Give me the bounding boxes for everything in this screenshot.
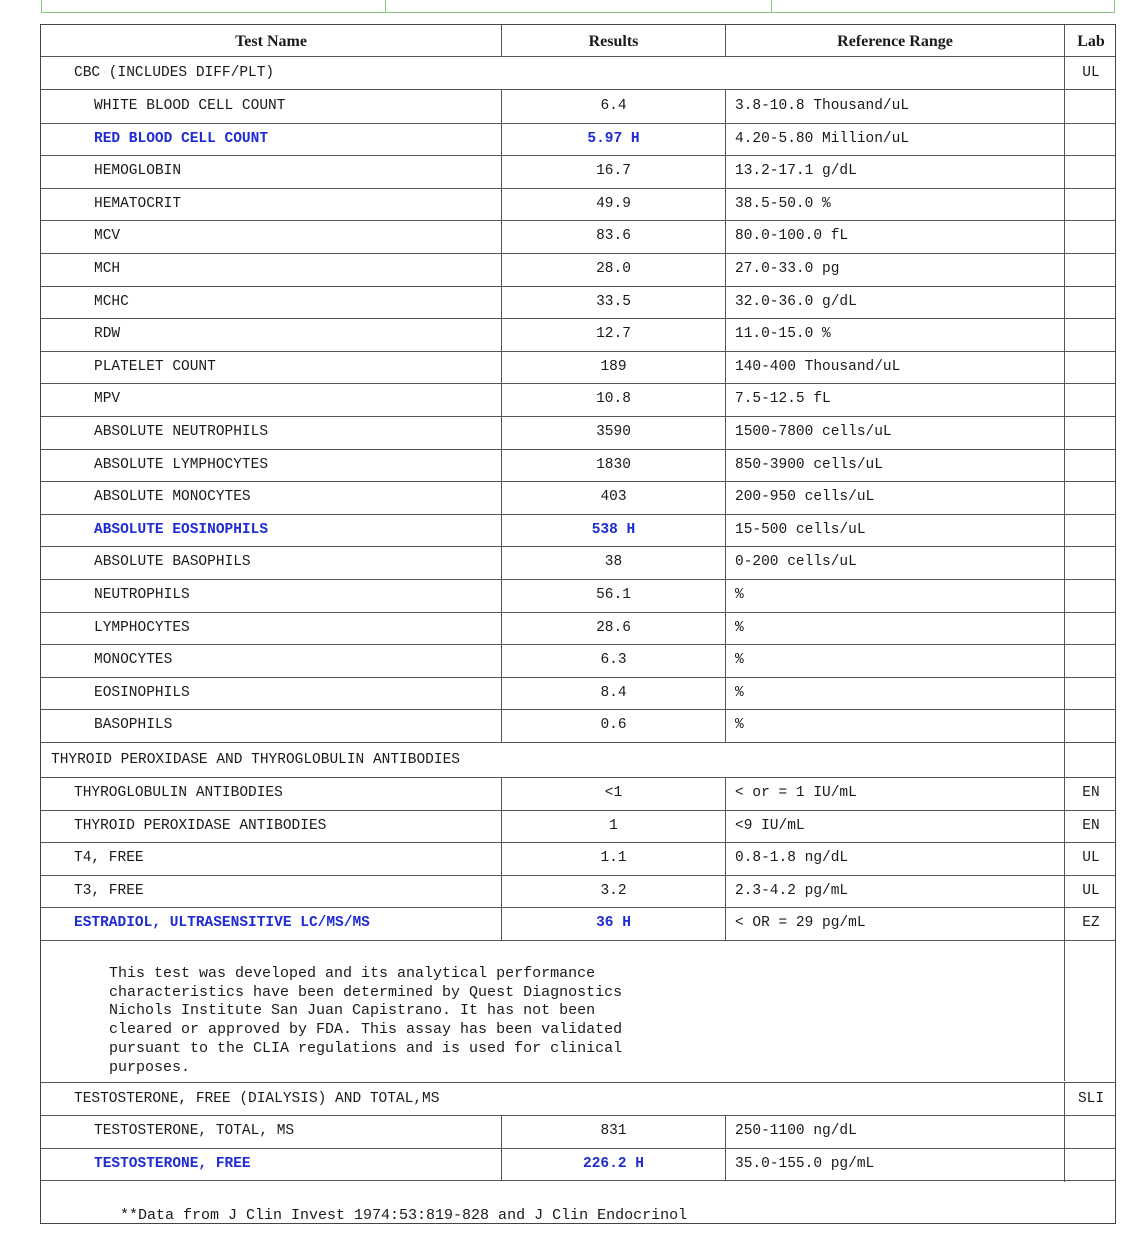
reference-range: % bbox=[735, 619, 744, 636]
test-result: 5.97 H bbox=[587, 130, 640, 147]
reference-range: 850-3900 cells/uL bbox=[735, 456, 883, 473]
test-name: THYROID PEROXIDASE ANTIBODIES bbox=[74, 817, 327, 834]
grid-line bbox=[41, 742, 1115, 743]
test-name: T3, FREE bbox=[74, 882, 144, 899]
reference-range: 80.0-100.0 fL bbox=[735, 228, 849, 245]
reference-range: 140-400 Thousand/uL bbox=[735, 358, 901, 375]
test-name: ABSOLUTE BASOPHILS bbox=[94, 554, 251, 571]
reference-range: 27.0-33.0 pg bbox=[735, 261, 840, 277]
grid-line bbox=[725, 25, 726, 56]
panel-lab-cbc: UL bbox=[1082, 65, 1100, 81]
test-result: 6.3 bbox=[600, 652, 627, 669]
test-name: RED BLOOD CELL COUNT bbox=[94, 130, 269, 147]
grid-line bbox=[41, 123, 1115, 124]
test-name: MCV bbox=[94, 228, 121, 245]
header-test-name: Test Name bbox=[235, 33, 307, 50]
grid-line bbox=[41, 842, 1115, 843]
test-result: 38 bbox=[604, 554, 623, 571]
grid-line bbox=[41, 351, 1115, 352]
test-result: 226.2 H bbox=[583, 1155, 644, 1172]
test-name: ABSOLUTE LYMPHOCYTES bbox=[94, 456, 269, 473]
test-name: HEMOGLOBIN bbox=[94, 163, 182, 180]
reference-range: < or = 1 IU/mL bbox=[735, 785, 857, 801]
grid-line bbox=[41, 579, 1115, 580]
test-result: 0.6 bbox=[600, 717, 627, 734]
test-result: 3590 bbox=[596, 424, 631, 440]
test-name: WHITE BLOOD CELL COUNT bbox=[94, 98, 286, 114]
reference-range: % bbox=[735, 587, 744, 603]
lab-code: UL bbox=[1082, 882, 1100, 899]
test-result: 403 bbox=[600, 489, 627, 506]
test-result: 12.7 bbox=[596, 326, 631, 343]
test-result: 10.8 bbox=[596, 391, 631, 408]
grid-line bbox=[41, 1115, 1115, 1116]
test-result: 28.0 bbox=[596, 261, 631, 277]
test-result: 189 bbox=[600, 358, 627, 375]
grid-line bbox=[41, 709, 1115, 710]
grid-line bbox=[1064, 25, 1065, 1081]
reference-range: % bbox=[735, 684, 744, 701]
test-name: T4, FREE bbox=[74, 850, 144, 867]
grid-line bbox=[501, 1115, 502, 1180]
grid-line bbox=[41, 907, 1115, 908]
grid-line bbox=[41, 318, 1115, 319]
test-result: 3.2 bbox=[600, 882, 627, 899]
test-name: ESTRADIOL, ULTRASENSITIVE LC/MS/MS bbox=[74, 915, 370, 932]
test-result: 33.5 bbox=[596, 293, 631, 310]
test-result: 1 bbox=[609, 817, 618, 834]
test-result: 1830 bbox=[596, 456, 631, 473]
test-result: 56.1 bbox=[596, 587, 631, 603]
lab-results-table bbox=[40, 24, 1116, 1224]
reference-range: 7.5-12.5 fL bbox=[735, 391, 831, 408]
grid-line bbox=[725, 777, 726, 940]
grid-line bbox=[41, 89, 1115, 90]
panel-title-testosterone: TESTOSTERONE, FREE (DIALYSIS) AND TOTAL,MS bbox=[74, 1091, 440, 1107]
grid-line bbox=[41, 481, 1115, 482]
test-name: MPV bbox=[94, 391, 121, 408]
reference-range: 1500-7800 cells/uL bbox=[735, 424, 892, 440]
footer-reference: **Data from J Clin Invest 1974:53:819-828 and J Clin Endocrinol bbox=[120, 1207, 688, 1224]
grid-line bbox=[41, 416, 1115, 417]
test-result: 538 H bbox=[591, 521, 636, 538]
test-name: TESTOSTERONE, TOTAL, MS bbox=[94, 1123, 295, 1139]
grid-line bbox=[41, 1180, 1115, 1181]
reference-range: 200-950 cells/uL bbox=[735, 489, 875, 506]
grid-line bbox=[41, 810, 1115, 811]
grid-line bbox=[41, 253, 1115, 254]
lab-code: EN bbox=[1082, 817, 1100, 834]
lab-code: EN bbox=[1082, 785, 1100, 801]
grid-line bbox=[41, 875, 1115, 876]
test-name: PLATELET COUNT bbox=[94, 358, 216, 375]
grid-line bbox=[41, 1148, 1115, 1149]
reference-range: 13.2-17.1 g/dL bbox=[735, 163, 857, 180]
test-name: ABSOLUTE NEUTROPHILS bbox=[94, 424, 269, 440]
reference-range: 38.5-50.0 % bbox=[735, 195, 831, 212]
test-name: NEUTROPHILS bbox=[94, 587, 190, 603]
test-result: 49.9 bbox=[596, 195, 631, 212]
reference-range: 35.0-155.0 pg/mL bbox=[735, 1155, 875, 1172]
grid-line bbox=[41, 644, 1115, 645]
test-name: MCH bbox=[94, 261, 121, 277]
test-name: EOSINOPHILS bbox=[94, 684, 190, 701]
grid-line bbox=[41, 383, 1115, 384]
test-result: 83.6 bbox=[596, 228, 631, 245]
reference-range: <9 IU/mL bbox=[735, 817, 805, 834]
panel-lab-testosterone: SLI bbox=[1077, 1091, 1105, 1107]
panel-title-thyroid: THYROID PEROXIDASE AND THYROGLOBULIN ANTIBODIES bbox=[51, 752, 460, 768]
reference-range: % bbox=[735, 717, 744, 734]
grid-line bbox=[501, 25, 502, 56]
grid-line bbox=[41, 546, 1115, 547]
reference-range: 0-200 cells/uL bbox=[735, 554, 857, 571]
test-name: RDW bbox=[94, 326, 121, 343]
lab-code: EZ bbox=[1082, 915, 1100, 932]
header-reference-range: Reference Range bbox=[837, 33, 953, 50]
grid-line bbox=[725, 90, 726, 742]
test-name: TESTOSTERONE, FREE bbox=[94, 1155, 251, 1172]
grid-line bbox=[725, 1115, 726, 1180]
test-result: 28.6 bbox=[596, 619, 631, 636]
reference-range: % bbox=[735, 652, 744, 669]
reference-range: 250-1100 ng/dL bbox=[735, 1123, 857, 1139]
test-result: 8.4 bbox=[600, 684, 627, 701]
test-name: THYROGLOBULIN ANTIBODIES bbox=[74, 785, 283, 801]
reference-range: 0.8-1.8 ng/dL bbox=[735, 850, 849, 867]
grid-line bbox=[41, 612, 1115, 613]
test-result: 6.4 bbox=[600, 98, 627, 114]
test-result: 1.1 bbox=[600, 850, 627, 867]
header-results: Results bbox=[588, 33, 639, 50]
grid-line bbox=[1064, 1082, 1065, 1182]
previous-table-edge bbox=[41, 0, 1115, 13]
reference-range: < OR = 29 pg/mL bbox=[735, 915, 866, 932]
grid-line bbox=[41, 777, 1115, 778]
reference-range: 15-500 cells/uL bbox=[735, 521, 866, 538]
grid-line bbox=[41, 940, 1115, 941]
grid-line bbox=[41, 449, 1115, 450]
grid-line bbox=[501, 90, 502, 742]
header-lab: Lab bbox=[1077, 33, 1105, 50]
grid-line bbox=[41, 677, 1115, 678]
panel-title-cbc: CBC (INCLUDES DIFF/PLT) bbox=[74, 65, 275, 81]
test-result: <1 bbox=[604, 785, 623, 801]
grid-line bbox=[41, 220, 1115, 221]
grid-line bbox=[501, 777, 502, 940]
grid-line bbox=[41, 56, 1115, 57]
test-result: 16.7 bbox=[596, 163, 631, 180]
test-name: ABSOLUTE MONOCYTES bbox=[94, 489, 251, 506]
grid-line bbox=[41, 155, 1115, 156]
reference-range: 4.20-5.80 Million/uL bbox=[735, 130, 910, 147]
test-name: MCHC bbox=[94, 293, 129, 310]
test-name: HEMATOCRIT bbox=[94, 195, 182, 212]
test-name: LYMPHOCYTES bbox=[94, 619, 190, 636]
lab-code: UL bbox=[1082, 850, 1100, 867]
grid-line bbox=[41, 286, 1115, 287]
test-result: 36 H bbox=[596, 915, 631, 932]
grid-line bbox=[41, 188, 1115, 189]
assay-note: This test was developed and its analytical performance characteristics have been determined by Quest Diagnostics Nichols Institute San Juan Capistrano. It has not been cleared or approved by FDA. This assay has been validated pursuant to the CLIA regulations and is used for clinical purposes. bbox=[109, 965, 623, 1076]
test-result: 831 bbox=[600, 1123, 627, 1139]
reference-range: 3.8-10.8 Thousand/uL bbox=[735, 98, 910, 114]
test-name: BASOPHILS bbox=[94, 717, 173, 734]
grid-line bbox=[41, 1082, 1115, 1083]
test-name: ABSOLUTE EOSINOPHILS bbox=[94, 521, 269, 538]
test-name: MONOCYTES bbox=[94, 652, 173, 669]
grid-line bbox=[41, 514, 1115, 515]
reference-range: 11.0-15.0 % bbox=[735, 326, 831, 343]
reference-range: 2.3-4.2 pg/mL bbox=[735, 882, 849, 899]
reference-range: 32.0-36.0 g/dL bbox=[735, 293, 857, 310]
